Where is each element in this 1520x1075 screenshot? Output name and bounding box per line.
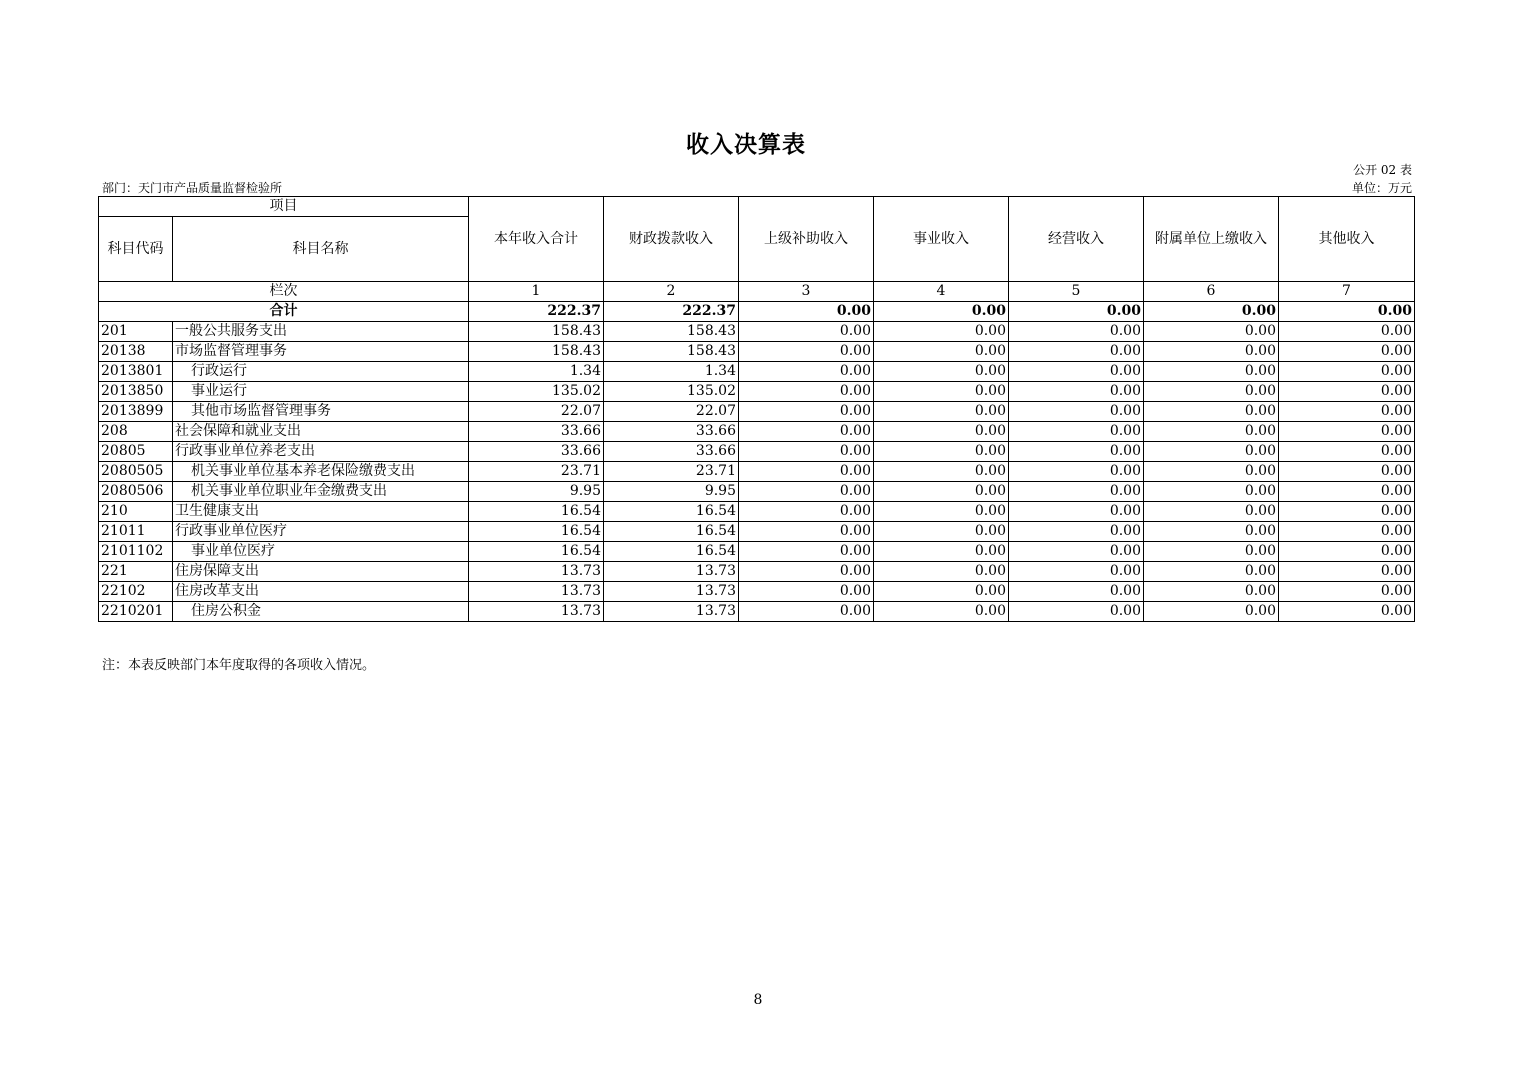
subject-name: 机关事业单位基本养老保险缴费支出: [173, 462, 469, 482]
table-row: [99, 402, 1415, 422]
amount-cell: 0.00: [1279, 522, 1415, 542]
subject-name: 行政事业单位养老支出: [173, 442, 469, 462]
column-number: 5: [1009, 282, 1144, 302]
total-value: 0.00: [1009, 302, 1144, 322]
subject-code: 2101102: [99, 542, 173, 562]
amount-cell: 13.73: [604, 602, 739, 622]
subject-code: 22102: [99, 582, 173, 602]
amount-cell: 13.73: [469, 562, 604, 582]
subject-name: 事业运行: [173, 382, 469, 402]
header-col2: 财政拨款收入: [604, 197, 739, 282]
amount-cell: 0.00: [739, 482, 874, 502]
amount-cell: 33.66: [604, 422, 739, 442]
amount-cell: 16.54: [469, 522, 604, 542]
amount-cell: 0.00: [1144, 382, 1279, 402]
amount-cell: 0.00: [1009, 462, 1144, 482]
amount-cell: 135.02: [469, 382, 604, 402]
amount-cell: 16.54: [604, 522, 739, 542]
amount-cell: 0.00: [1009, 342, 1144, 362]
amount-cell: 0.00: [1279, 362, 1415, 382]
table-row: [99, 382, 1415, 402]
amount-cell: 9.95: [604, 482, 739, 502]
amount-cell: 0.00: [1279, 502, 1415, 522]
total-value: 0.00: [874, 302, 1009, 322]
department-label: 部门：天门市产品质量监督检验所: [102, 181, 283, 195]
amount-cell: 0.00: [1009, 502, 1144, 522]
amount-cell: 158.43: [604, 342, 739, 362]
amount-cell: 0.00: [1279, 482, 1415, 502]
amount-cell: 0.00: [739, 322, 874, 342]
amount-cell: 1.34: [469, 362, 604, 382]
amount-cell: 0.00: [874, 482, 1009, 502]
amount-cell: 0.00: [874, 602, 1009, 622]
table-row: [99, 322, 1415, 342]
amount-cell: 0.00: [1144, 462, 1279, 482]
amount-cell: 0.00: [739, 582, 874, 602]
header-col4: 事业收入: [874, 197, 1009, 282]
total-value: 0.00: [1279, 302, 1415, 322]
subject-code: 210: [99, 502, 173, 522]
total-label: 合计: [99, 302, 469, 322]
subject-code: 20805: [99, 442, 173, 462]
amount-cell: 0.00: [874, 402, 1009, 422]
subject-name: 卫生健康支出: [173, 502, 469, 522]
subject-code: 2080506: [99, 482, 173, 502]
header-name: 科目名称: [173, 217, 469, 282]
amount-cell: 13.73: [604, 582, 739, 602]
amount-cell: 0.00: [1144, 502, 1279, 522]
subject-code: 2013801: [99, 362, 173, 382]
amount-cell: 0.00: [1144, 442, 1279, 462]
table-row: [99, 462, 1415, 482]
total-value: 222.37: [604, 302, 739, 322]
amount-cell: 0.00: [1009, 562, 1144, 582]
amount-cell: 0.00: [874, 422, 1009, 442]
amount-cell: 0.00: [739, 402, 874, 422]
table-row: [99, 442, 1415, 462]
table-row: [99, 602, 1415, 622]
amount-cell: 0.00: [739, 362, 874, 382]
amount-cell: 0.00: [1279, 382, 1415, 402]
amount-cell: 0.00: [1009, 602, 1144, 622]
subject-code: 2080505: [99, 462, 173, 482]
amount-cell: 0.00: [874, 462, 1009, 482]
amount-cell: 0.00: [874, 322, 1009, 342]
amount-cell: 0.00: [1279, 442, 1415, 462]
amount-cell: 16.54: [604, 502, 739, 522]
column-number: 7: [1279, 282, 1415, 302]
table-row: [99, 342, 1415, 362]
amount-cell: 22.07: [604, 402, 739, 422]
form-number: 公开 02 表: [1353, 163, 1412, 177]
amount-cell: 0.00: [874, 442, 1009, 462]
amount-cell: 0.00: [1144, 602, 1279, 622]
column-number: 6: [1144, 282, 1279, 302]
header-col5: 经营收入: [1009, 197, 1144, 282]
subject-name: 社会保障和就业支出: [173, 422, 469, 442]
amount-cell: 0.00: [1009, 582, 1144, 602]
header-col1: 本年收入合计: [469, 197, 604, 282]
amount-cell: 0.00: [739, 462, 874, 482]
header-code: 科目代码: [99, 217, 173, 282]
subject-code: 201: [99, 322, 173, 342]
amount-cell: 0.00: [1279, 562, 1415, 582]
amount-cell: 16.54: [604, 542, 739, 562]
amount-cell: 0.00: [1279, 602, 1415, 622]
amount-cell: 135.02: [604, 382, 739, 402]
subject-name: 住房公积金: [173, 602, 469, 622]
amount-cell: 0.00: [874, 502, 1009, 522]
table-row: [99, 582, 1415, 602]
amount-cell: 0.00: [1009, 442, 1144, 462]
subject-code: 221: [99, 562, 173, 582]
amount-cell: 0.00: [739, 522, 874, 542]
subject-code: 2210201: [99, 602, 173, 622]
amount-cell: 0.00: [874, 582, 1009, 602]
header-col6: 附属单位上缴收入: [1144, 197, 1279, 282]
column-number: 1: [469, 282, 604, 302]
income-final-accounts-table: [98, 196, 1415, 622]
amount-cell: 0.00: [1009, 422, 1144, 442]
amount-cell: 23.71: [469, 462, 604, 482]
total-row: [99, 302, 1415, 322]
subject-name: 其他市场监督管理事务: [173, 402, 469, 422]
table-row: [99, 482, 1415, 502]
amount-cell: 0.00: [739, 442, 874, 462]
amount-cell: 23.71: [604, 462, 739, 482]
header-col3: 上级补助收入: [739, 197, 874, 282]
amount-cell: 0.00: [874, 342, 1009, 362]
amount-cell: 0.00: [1009, 482, 1144, 502]
amount-cell: 0.00: [874, 382, 1009, 402]
amount-cell: 33.66: [604, 442, 739, 462]
amount-cell: 0.00: [874, 522, 1009, 542]
amount-cell: 13.73: [469, 602, 604, 622]
amount-cell: 0.00: [1009, 322, 1144, 342]
amount-cell: 0.00: [1144, 482, 1279, 502]
page-number: 8: [753, 992, 763, 1008]
table-row: [99, 542, 1415, 562]
table-row: [99, 522, 1415, 542]
header-col7: 其他收入: [1279, 197, 1415, 282]
amount-cell: 0.00: [739, 562, 874, 582]
amount-cell: 0.00: [1144, 562, 1279, 582]
column-number: 4: [874, 282, 1009, 302]
amount-cell: 0.00: [1144, 362, 1279, 382]
amount-cell: 0.00: [874, 542, 1009, 562]
amount-cell: 9.95: [469, 482, 604, 502]
table-row: [99, 422, 1415, 442]
amount-cell: 33.66: [469, 422, 604, 442]
subject-name: 住房改革支出: [173, 582, 469, 602]
amount-cell: 158.43: [469, 322, 604, 342]
column-number: 3: [739, 282, 874, 302]
subject-name: 事业单位医疗: [173, 542, 469, 562]
subject-name: 机关事业单位职业年金缴费支出: [173, 482, 469, 502]
subject-code: 208: [99, 422, 173, 442]
subject-name: 行政事业单位医疗: [173, 522, 469, 542]
amount-cell: 158.43: [469, 342, 604, 362]
amount-cell: 0.00: [739, 342, 874, 362]
amount-cell: 0.00: [1144, 342, 1279, 362]
subject-name: 住房保障支出: [173, 562, 469, 582]
amount-cell: 0.00: [739, 502, 874, 522]
total-value: 222.37: [469, 302, 604, 322]
table-row: [99, 502, 1415, 522]
amount-cell: 0.00: [739, 382, 874, 402]
amount-cell: 0.00: [739, 542, 874, 562]
amount-cell: 16.54: [469, 542, 604, 562]
amount-cell: 0.00: [1279, 322, 1415, 342]
total-value: 0.00: [1144, 302, 1279, 322]
amount-cell: 0.00: [1144, 422, 1279, 442]
table-row: [99, 362, 1415, 382]
total-value: 0.00: [739, 302, 874, 322]
amount-cell: 0.00: [1009, 402, 1144, 422]
amount-cell: 16.54: [469, 502, 604, 522]
amount-cell: 0.00: [1144, 582, 1279, 602]
table-row: [99, 562, 1415, 582]
amount-cell: 22.07: [469, 402, 604, 422]
amount-cell: 0.00: [1009, 362, 1144, 382]
amount-cell: 0.00: [1279, 582, 1415, 602]
table-note: 注：本表反映部门本年度取得的各项收入情况。: [102, 658, 376, 673]
amount-cell: 13.73: [469, 582, 604, 602]
amount-cell: 0.00: [1144, 322, 1279, 342]
subject-code: 20138: [99, 342, 173, 362]
amount-cell: 0.00: [1144, 522, 1279, 542]
subject-code: 2013850: [99, 382, 173, 402]
amount-cell: 0.00: [1144, 542, 1279, 562]
amount-cell: 0.00: [1279, 542, 1415, 562]
amount-cell: 0.00: [1144, 402, 1279, 422]
amount-cell: 1.34: [604, 362, 739, 382]
header-lanci: 栏次: [99, 282, 469, 302]
unit-label: 单位：万元: [1351, 181, 1412, 195]
amount-cell: 0.00: [1279, 422, 1415, 442]
amount-cell: 0.00: [1279, 402, 1415, 422]
amount-cell: 0.00: [874, 362, 1009, 382]
column-number: 2: [604, 282, 739, 302]
amount-cell: 0.00: [1279, 342, 1415, 362]
subject-name: 一般公共服务支出: [173, 322, 469, 342]
subject-code: 21011: [99, 522, 173, 542]
subject-name: 市场监督管理事务: [173, 342, 469, 362]
subject-name: 行政运行: [173, 362, 469, 382]
amount-cell: 0.00: [1009, 542, 1144, 562]
amount-cell: 0.00: [739, 422, 874, 442]
amount-cell: 13.73: [604, 562, 739, 582]
amount-cell: 33.66: [469, 442, 604, 462]
header-project: 项目: [99, 197, 469, 217]
amount-cell: 0.00: [739, 602, 874, 622]
subject-code: 2013899: [99, 402, 173, 422]
amount-cell: 0.00: [874, 562, 1009, 582]
page-title: 收入决算表: [686, 132, 806, 158]
amount-cell: 0.00: [1009, 522, 1144, 542]
amount-cell: 0.00: [1279, 462, 1415, 482]
amount-cell: 0.00: [1009, 382, 1144, 402]
amount-cell: 158.43: [604, 322, 739, 342]
